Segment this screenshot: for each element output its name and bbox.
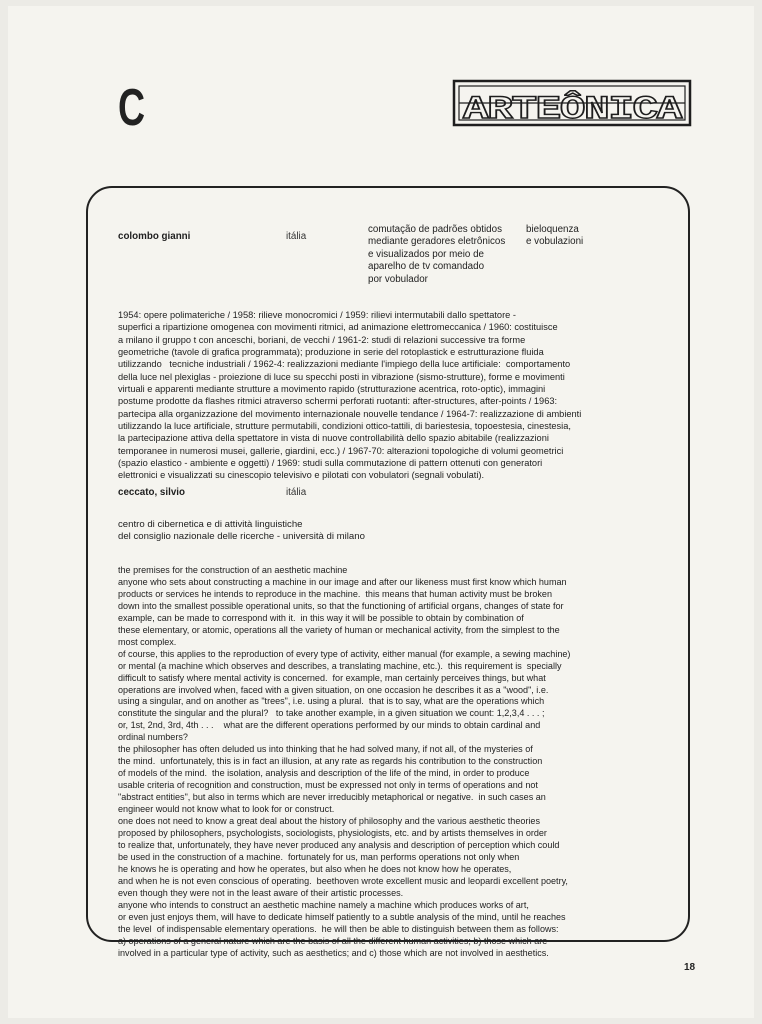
artist-name-colombo: colombo gianni xyxy=(118,231,191,242)
section-letter: C xyxy=(118,79,146,137)
artist-country-ceccato: itália xyxy=(286,487,307,498)
logo-wordmark: ARTEÔNICA xyxy=(463,91,684,128)
artist-name-ceccato: ceccato, silvio xyxy=(118,487,185,498)
page-number: 18 xyxy=(684,962,696,973)
institution-affiliation: centro di cibernetica e di attività linguistiche del consiglio nazionale delle ricerche - università di milano xyxy=(118,519,365,543)
work-title-italian: bieloquenza e vobulazioni xyxy=(526,224,584,248)
artist-biography-colombo: 1954: opere polimateriche / 1958: rilieve monocromici / 1959: rilievi intermutabili dallo spettatore - superfici a ripartizione omogenea con movimenti ritmici, ad animazione elettromeccanica / 1960: costituisce a milano il gruppo t con anceschi, boriani, de vecchi / 1961-2: studi di relazioni successive tra forme geometriche (tavole di grafica programmata); produzione in serie del rotoplastick e estrutturazione fluida utilizzando tecniche industriali / 1962-4: realizzazioni mediante l'impiego della luce artificiale: comportamento della luce nel plexiglas - proiezione di luce su specchi posti in vibrazione (sismo-strutture), forme e movimenti virtuali e apparenti mediante strutture a movimento rapido (strutturazione acentrica, roto-optic), immagini postume prodotte da flashes ritmici atraverso schermi perforati ruotanti: after-structures, after-points / 1963: partecipa alla organizzazione del movimento internazionale nouvelle tendance / 1964-7: realizzazione di ambienti utilizzando la luce artificiale, strutture permutabili, condizioni ottico-tattili, di bariestesia, topoestesia, cinestesia, la partecipazione attiva della spettatore in vista di nuove controllabilità dello spazio abitabile (realizzazioni temporanee in numerosi musei, gallerie, giardini, ecc.) / 1967-70: alterazioni topologiche di volumi geometrici (spazio elastico - ambiente e oggetti) / 1969: studi sulla commutazione di pattern ottenuti con generatori elettronici e visualizzati su cinescopio televisivo e pilotati con vobulatori (segnali vobulati). xyxy=(118,310,582,481)
work-title-portuguese: comutação de padrões obtidos mediante geradores eletrônicos e visualizados por meio de aparelho de tv comandado por vobulador xyxy=(368,224,506,285)
essay-text: the premises for the construction of an aesthetic machine anyone who sets about constructing a machine in our image and after our likeness must first know which human products or services he intends to reproduce in the machine. this means that human activity must be broken down into the smallest possible operational units, so that the functioning of artificial organs, changes of state for example, can be made to correspond with it. in this way it will be possible to obtain by combination of these elementary, or atomic, operations all the variety of human or mechanical activity, from the simplest to the most complex. of course, this applies to the reproduction of every type of activity, either manual (for example, a sewing machine) or mental (a machine which observes and describes, a translating machine, etc.). this requirement is specially difficult to satisfy where mental activity is concerned. for example, man certainly perceives things, but what operations are involved when, faced with a given situation, on one occasion he describes it as a "wood", i.e. using a singular, and on another as "trees", i.e. using a plural. that is to say, what are the operations which constitute the singular and the plural? to take another example, in a given situation we count: 1,2,3,4 . . . ; or, 1st, 2nd, 3rd, 4th . . . what are the different operations performed by our minds to obtain cardinal and ordinal numbers? the philosopher has often deluded us into thinking that he had solved many, if not all, of the mysteries of the mind. unfortunately, this is in fact an illusion, at any rate as regards his contribution to the construction of models of the mind. the isolation, analysis and description of the life of the mind, in order to produce usable criteria of recognition and construction, must be expressed not only in terms of operations and not "abstract entities", but also in terms which are never irreducibly metaphorical or negative. in such cases an engineer would not know what to look for or construct. one does not need to know a great deal about the history of philosophy and the various aesthetic theories proposed by philosophers, psychologists, sociologists, physiologists, etc. and by artists themselves in order to realize that, unfortunately, they have never produced any analysis and description of perception which could be used in the construction of a machine. fortunately for us, man performs operations not only when he knows he is operating and how he operates, but also when he does not know how he operates, and when he is not even conscious of operating. beethoven wrote excellent music and leopardi excellent poetry, even though they were not in the least aware of their artistic processes. anyone who intends to construct an aesthetic machine namely a machine which produces works of art, or even just enjoys them, will have to dedicate himself patiently to a subtle analysis of the mind, until he reaches the level of indispensable elementary operations. he will then be able to distinguish between them as follows: a) operations of a general nature which are the basis of all the different human activities; b) those which are involved in a particular type of activity, such as aesthetics; and c) those which are not involved in aesthetics. xyxy=(118,565,571,958)
logo-graphic xyxy=(452,78,692,128)
artist-country-colombo: itália xyxy=(286,231,307,242)
arteonica-logo xyxy=(452,78,692,128)
